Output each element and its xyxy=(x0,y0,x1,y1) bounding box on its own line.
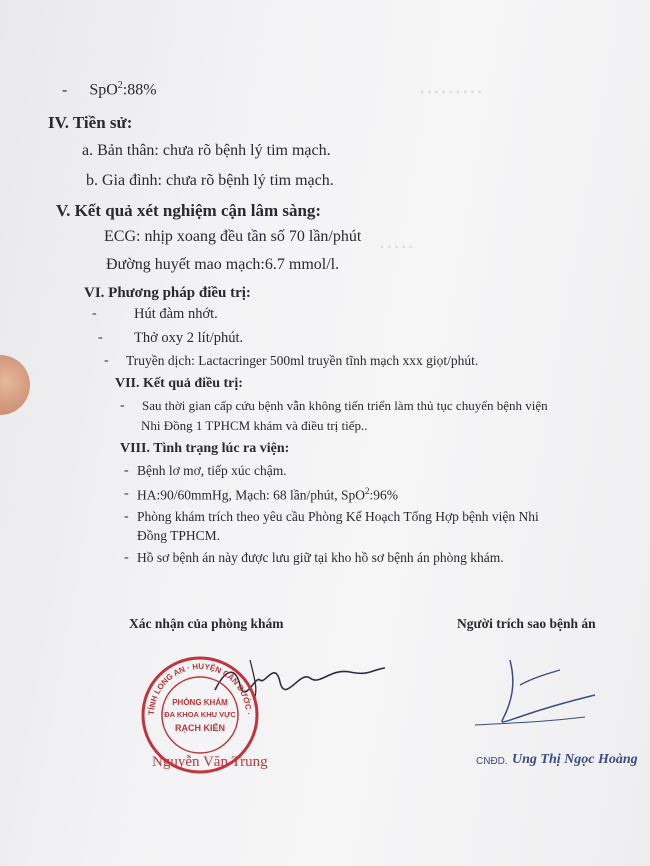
history-family: b. Gia đình: chưa rõ bệnh lý tim mạch. xyxy=(86,172,334,189)
stamp-line-1: PHÒNG KHÁM xyxy=(172,698,228,707)
discharge-status-2 xyxy=(137,486,398,504)
result-line-1: Sau thời gian cấp cứu bệnh vẫn không tiến triển làm thủ tục chuyển bệnh viện xyxy=(142,398,548,413)
section-v-title: V. Kết quả xét nghiệm cận lâm sàng: xyxy=(56,201,322,220)
spo2-line xyxy=(62,80,157,99)
spo2-label: SpO xyxy=(89,81,118,99)
section-vii-title: VII. Kết quả điều trị: xyxy=(115,376,243,391)
vitals-text: HA:90/60mmHg, Mạch: 68 lần/phút, SpO xyxy=(137,487,365,503)
spo2-sup: 2 xyxy=(117,80,123,91)
discharge-status-3-line-2: Đồng TPHCM. xyxy=(137,528,221,543)
bullet: - xyxy=(92,306,97,321)
bullet: - xyxy=(124,486,129,501)
bullet: - xyxy=(120,398,125,413)
treatment-item: Truyền dịch: Lactacringer 500ml truyền tĩnh mạch xxx giọt/phút. xyxy=(126,353,479,368)
transcriber-name: Ung Thị Ngọc Hoàng xyxy=(512,752,638,767)
stamp-ring-text: TỈNH LONG AN · HUYỆN CẦN ĐƯỚC · xyxy=(146,661,254,716)
discharge-status-1: Bệnh lơ mơ, tiếp xúc chậm. xyxy=(137,463,287,478)
result-line-2: Nhi Đồng 1 TPHCM khám và điều trị tiếp.. xyxy=(141,418,368,433)
spo2-value: :88% xyxy=(122,81,157,99)
bullet: - xyxy=(62,81,68,99)
clinic-signer-name: Nguyễn Văn Trung xyxy=(152,754,268,770)
glucose-result: Đường huyết mao mạch:6.7 mmol/l. xyxy=(106,256,340,273)
ecg-result: ECG: nhịp xoang đều tần số 70 lần/phút xyxy=(104,228,362,245)
discharge-status-4: Hồ sơ bệnh án này được lưu giữ tại kho hồ sơ bệnh án phòng khám. xyxy=(137,550,504,565)
section-vi-title: VI. Phương pháp điều trị: xyxy=(84,285,251,301)
section-iv-title: IV. Tiền sử: xyxy=(48,113,133,132)
transcriber-signature-scribble xyxy=(465,655,605,735)
vitals-spo2-value: :96% xyxy=(369,487,398,503)
bullet: - xyxy=(104,353,109,368)
bleed-through-text: • • • • • • • • • xyxy=(420,85,482,99)
stamp-line-3: RẠCH KIẾN xyxy=(174,723,226,733)
bullet: - xyxy=(98,330,103,345)
transcriber-heading: Người trích sao bệnh án xyxy=(457,616,596,631)
treatment-item: Thở oxy 2 lít/phút. xyxy=(134,330,244,346)
finger-photo-artifact xyxy=(0,355,30,415)
bullet: - xyxy=(124,509,129,524)
history-self: a. Bản thân: chưa rõ bệnh lý tim mạch. xyxy=(82,142,331,159)
clinic-confirmation-heading: Xác nhận của phòng khám xyxy=(129,616,284,631)
bullet: - xyxy=(124,550,129,565)
discharge-status-3-line-1: Phòng khám trích theo yêu cầu Phòng Kế Hoạch Tổng Hợp bệnh viện Nhi xyxy=(137,509,539,524)
spo2-sup: 2 xyxy=(365,486,370,496)
stamp-line-2: ĐA KHOA KHU VỰC xyxy=(164,710,236,719)
bleed-through-text: • • • • • xyxy=(380,240,414,254)
section-viii-title: VIII. Tình trạng lúc ra viện: xyxy=(120,441,290,456)
bullet: - xyxy=(124,463,129,478)
treatment-item: Hút đàm nhớt. xyxy=(134,306,218,322)
transcriber-title-prefix: CNĐD. xyxy=(476,756,508,767)
